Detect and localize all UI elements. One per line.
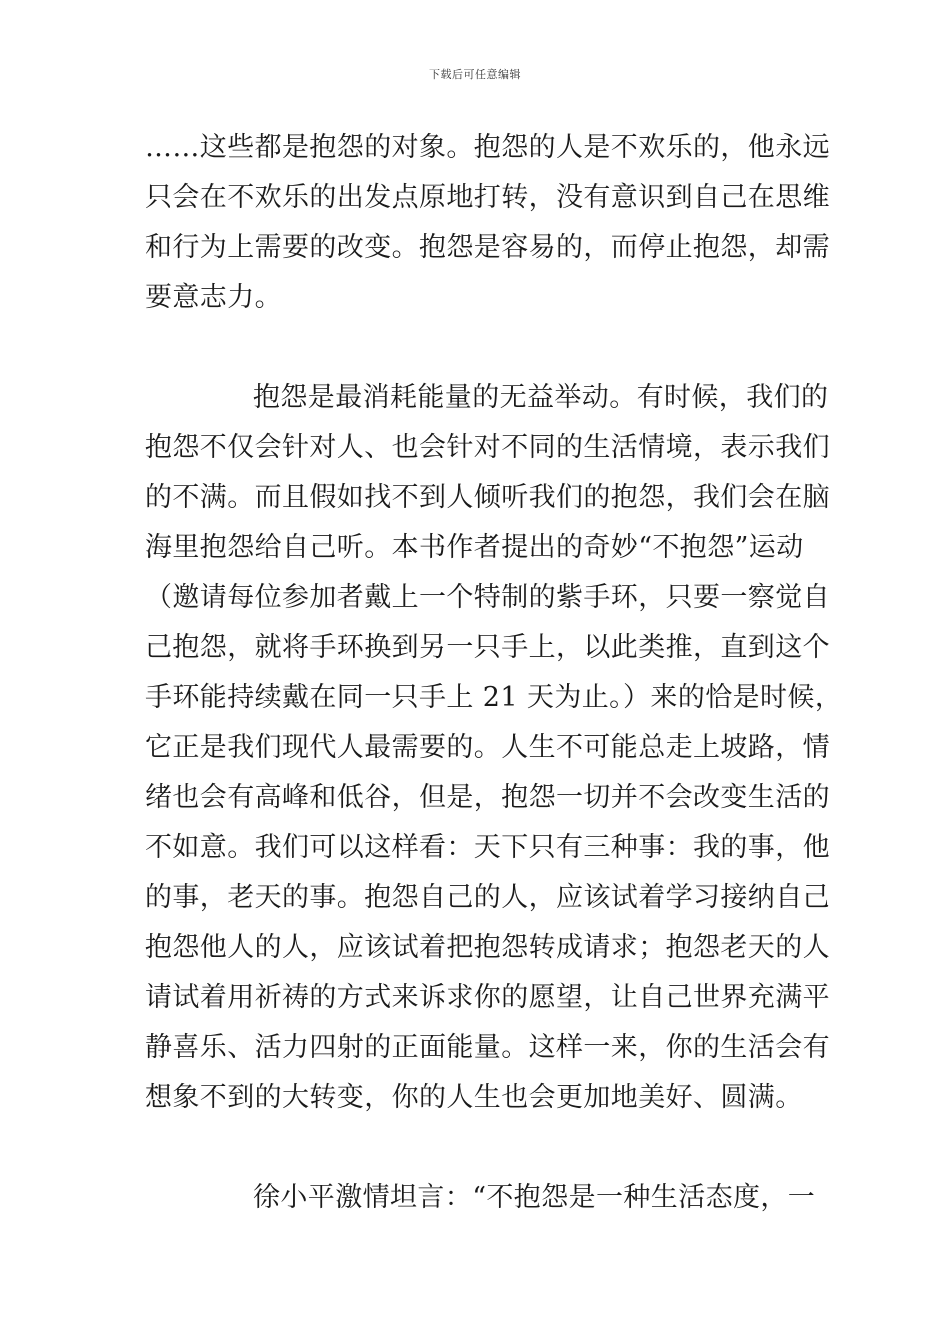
paragraph-3-line-1: 徐小平激情坦言：“不抱怨是一种生活态度，一 [253, 1182, 816, 1213]
paragraph-2-line-11: 的事，老天的事。抱怨自己的人，应该试着学习接纳自己 [145, 882, 830, 913]
paragraph-1-line-2: 只会在不欢乐的出发点原地打转，没有意识到自己在思维 [145, 182, 830, 213]
paragraph-2-line-4: 海里抱怨给自己听。本书作者提出的奇妙“不抱怨”运动 [145, 532, 804, 563]
paragraph-2-line-9: 绪也会有高峰和低谷，但是，抱怨一切并不会改变生活的 [145, 782, 830, 813]
paragraph-2-line-1: 抱怨是最消耗能量的无益举动。有时候，我们的 [253, 382, 829, 413]
paragraph-1-line-3: 和行为上需要的改变。抱怨是容易的，而停止抱怨，却需 [145, 232, 830, 263]
paragraph-2-line-6: 己抱怨，就将手环换到另一只手上，以此类推，直到这个 [145, 632, 830, 663]
paragraph-2-line-12: 抱怨他人的人，应该试着把抱怨转成请求；抱怨老天的人 [145, 932, 830, 963]
paragraph-2-line-2: 抱怨不仅会针对人、也会针对不同的生活情境，表示我们 [145, 432, 830, 463]
page-header: 下载后可任意编辑 [429, 68, 521, 81]
paragraph-2-line-15: 想象不到的大转变，你的人生也会更加地美好、圆满。 [145, 1082, 803, 1113]
paragraph-2-line-7: 手环能持续戴在同一只手上 21 天为止。）来的恰是时候， [145, 682, 843, 713]
paragraph-2-line-5: （邀请每位参加者戴上一个特制的紫手环，只要一察觉自 [145, 582, 830, 613]
paragraph-2-line-10: 不如意。我们可以这样看：天下只有三种事：我的事，他 [145, 832, 830, 863]
paragraph-1-line-1: ……这些都是抱怨的对象。抱怨的人是不欢乐的，他永远 [145, 132, 830, 163]
paragraph-2-line-8: 它正是我们现代人最需要的。人生不可能总走上坡路，情 [145, 732, 830, 763]
paragraph-2-line-3: 的不满。而且假如找不到人倾听我们的抱怨，我们会在脑 [145, 482, 830, 513]
paragraph-2-line-13: 请试着用祈祷的方式来诉求你的愿望，让自己世界充满平 [145, 982, 830, 1013]
paragraph-1-line-4: 要意志力。 [145, 282, 282, 313]
paragraph-2-line-14: 静喜乐、活力四射的正面能量。这样一来，你的生活会有 [145, 1032, 830, 1063]
